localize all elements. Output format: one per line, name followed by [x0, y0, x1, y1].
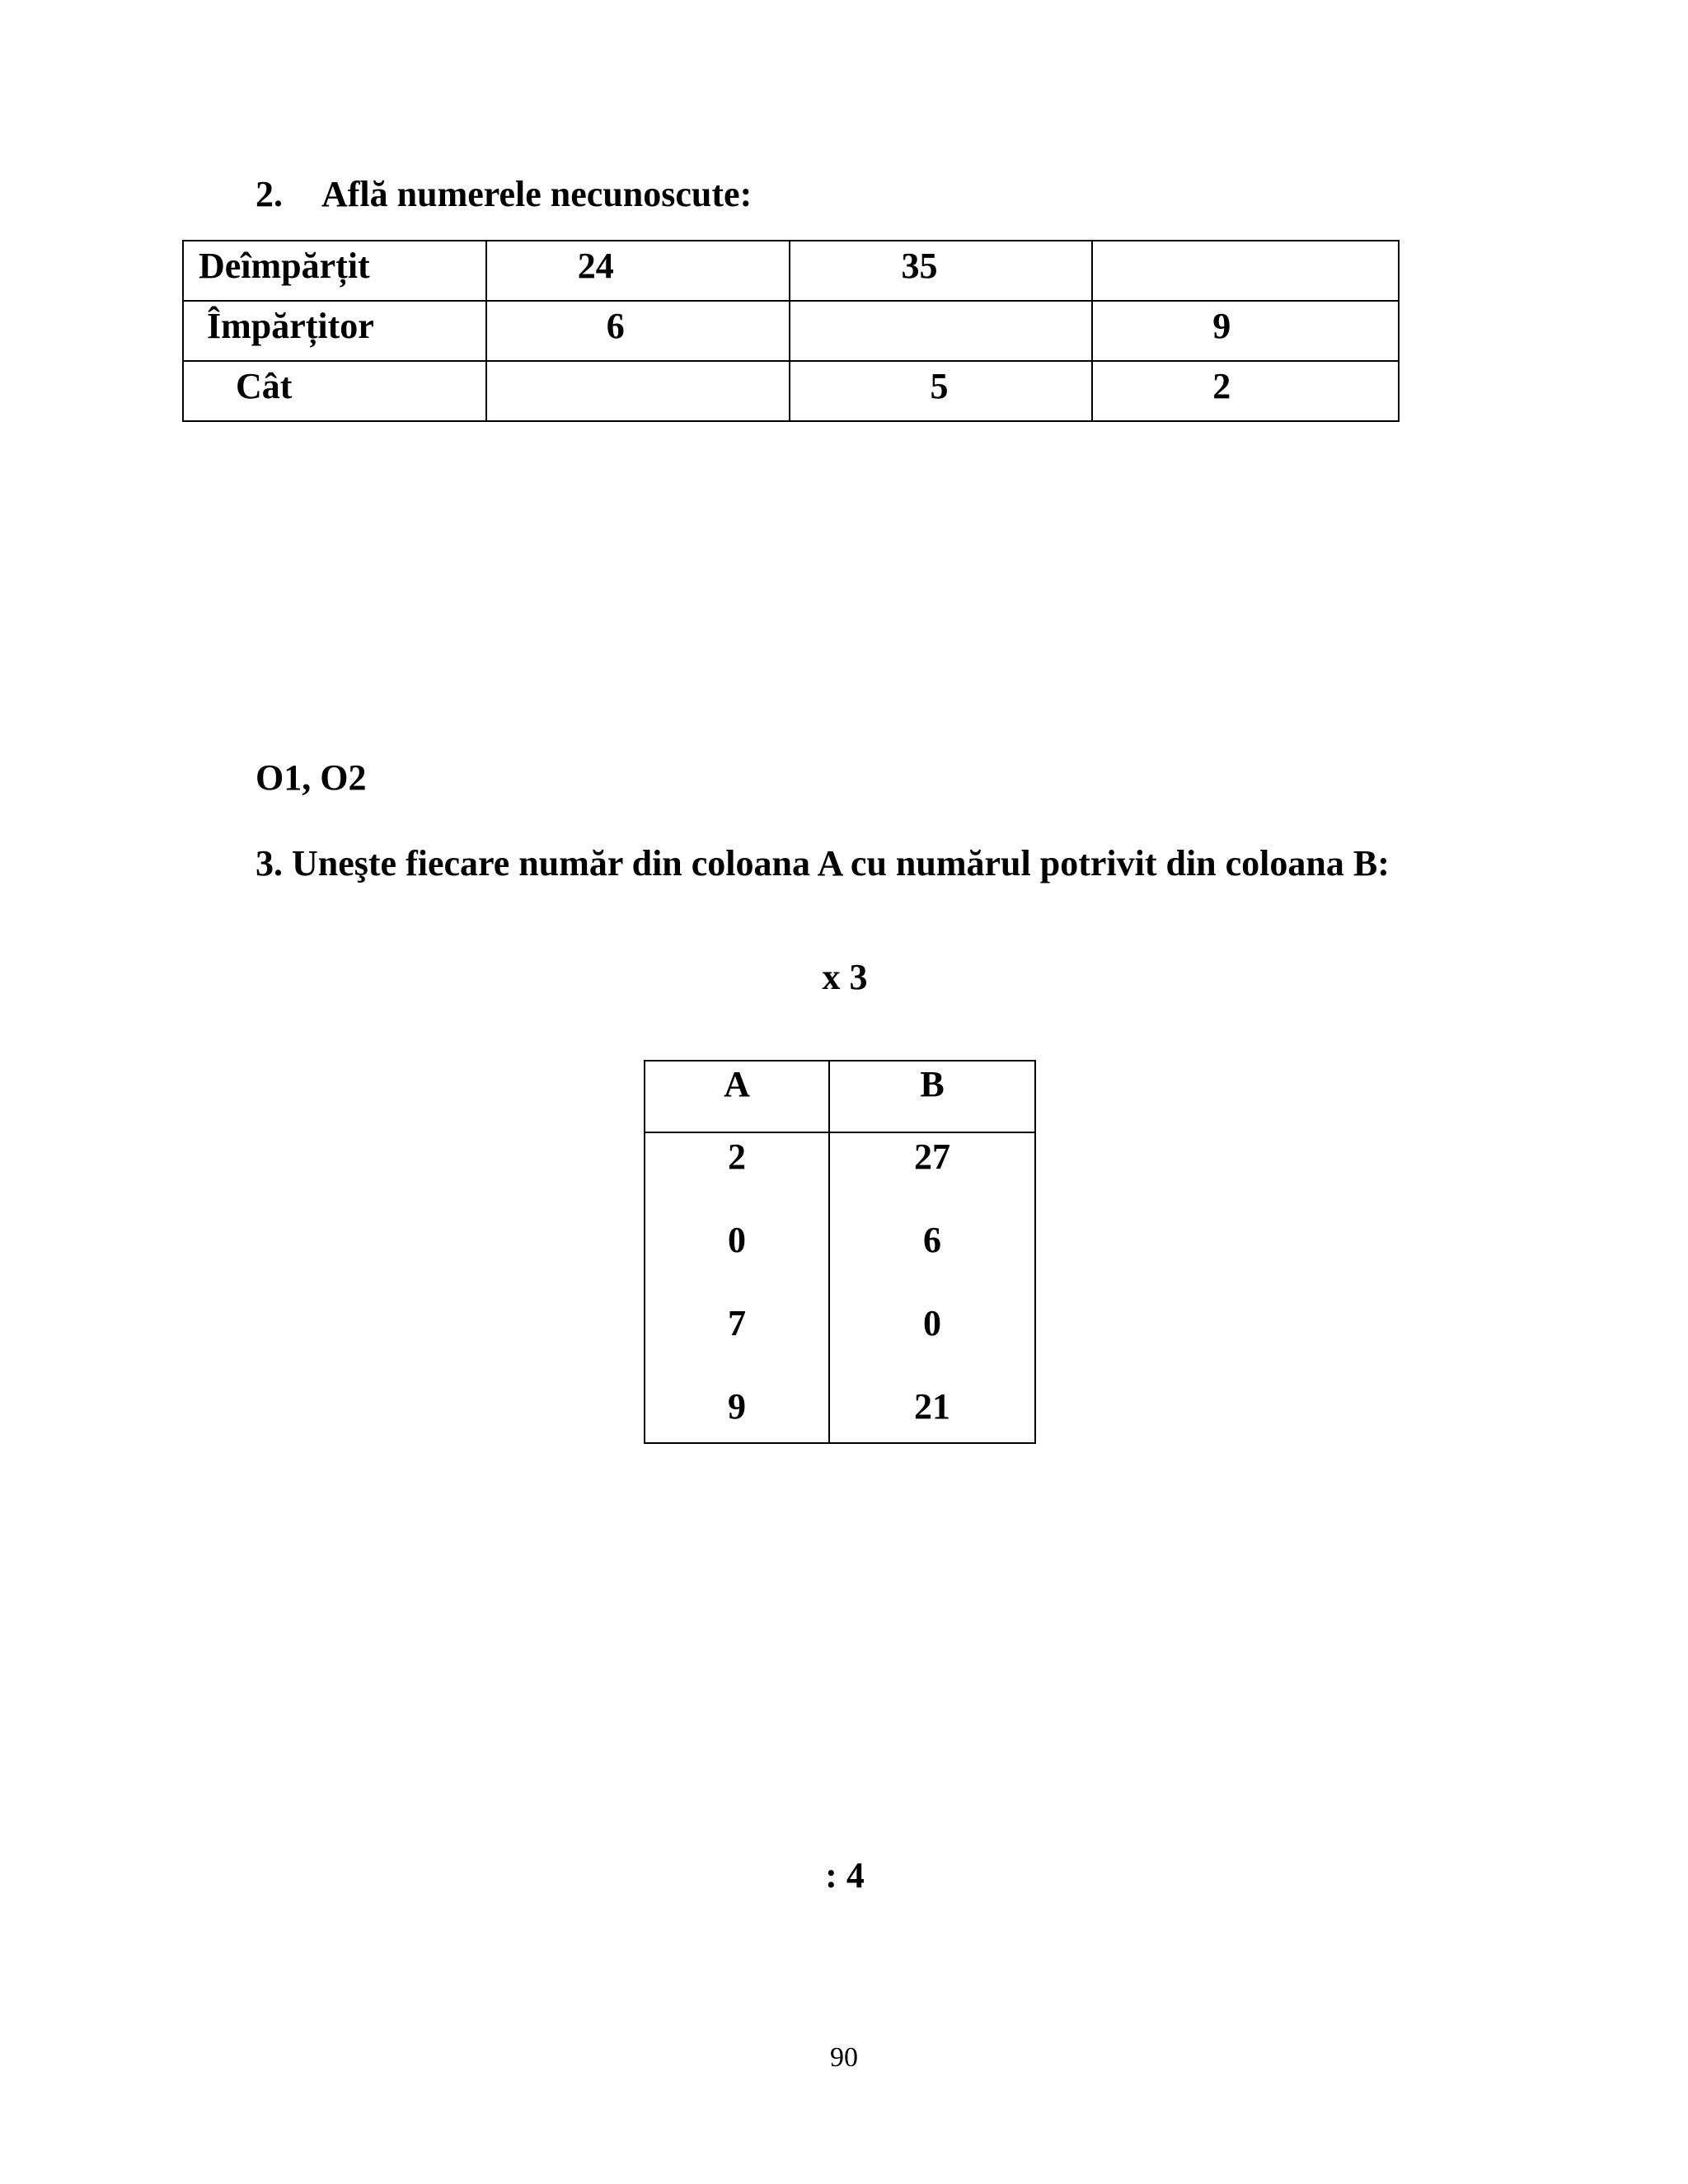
column-a-item[interactable]: 2 — [728, 1137, 746, 1177]
matching-table — [644, 1060, 1036, 1444]
column-a-item[interactable]: 7 — [728, 1303, 746, 1343]
objectives-label: O1, O2 — [256, 757, 367, 798]
cell-value: 2 — [1212, 366, 1231, 406]
cell-value: 35 — [901, 246, 938, 286]
exercise-2-number: 2. — [256, 174, 283, 214]
column-b-header: B — [920, 1064, 945, 1104]
column-b-item[interactable]: 6 — [923, 1220, 941, 1260]
table-cell — [1092, 301, 1399, 361]
row-label: Cât — [236, 366, 293, 406]
cell-value: 9 — [1212, 306, 1231, 346]
row-label: Împărțitor — [207, 306, 374, 346]
column-a-item[interactable]: 9 — [728, 1386, 746, 1427]
column-a-list — [645, 1132, 828, 1465]
column-b-item[interactable]: 0 — [923, 1303, 941, 1343]
column-b-item[interactable]: 27 — [914, 1137, 950, 1177]
cell-value: 6 — [606, 306, 625, 346]
table-row-divisor — [183, 301, 1399, 361]
table-row-dividend — [183, 241, 1399, 301]
operation-multiply-label: x 3 — [822, 957, 868, 997]
column-b-list — [830, 1132, 1034, 1465]
table-cell — [486, 361, 790, 421]
column-a-header: A — [724, 1064, 750, 1104]
cell-value: 24 — [577, 246, 614, 286]
table-cell — [790, 301, 1093, 361]
table-cell — [486, 241, 790, 301]
table-cell — [1092, 241, 1399, 301]
row-label-cell — [183, 301, 486, 361]
row-label-cell — [183, 241, 486, 301]
page-number: 90 — [830, 2042, 858, 2073]
table-cell — [790, 361, 1093, 421]
table-cell — [1092, 361, 1399, 421]
exercise-3-heading: 3. Uneşte fiecare număr din coloana A cu numărul potrivit din coloana B: — [256, 843, 1390, 883]
row-label: Deîmpărțit — [199, 246, 370, 286]
row-label-cell — [183, 361, 486, 421]
table-cell — [790, 241, 1093, 301]
table-row-quotient — [183, 361, 1399, 421]
table-cell — [486, 301, 790, 361]
cell-value: 5 — [930, 366, 949, 406]
column-b-item[interactable]: 21 — [914, 1386, 950, 1427]
division-table — [182, 240, 1400, 422]
exercise-2-instruction: Află numerele necunoscute: — [321, 174, 753, 214]
column-a-item[interactable]: 0 — [728, 1220, 746, 1260]
operation-divide-label: : 4 — [825, 1855, 865, 1896]
exercise-2-heading — [256, 173, 752, 215]
